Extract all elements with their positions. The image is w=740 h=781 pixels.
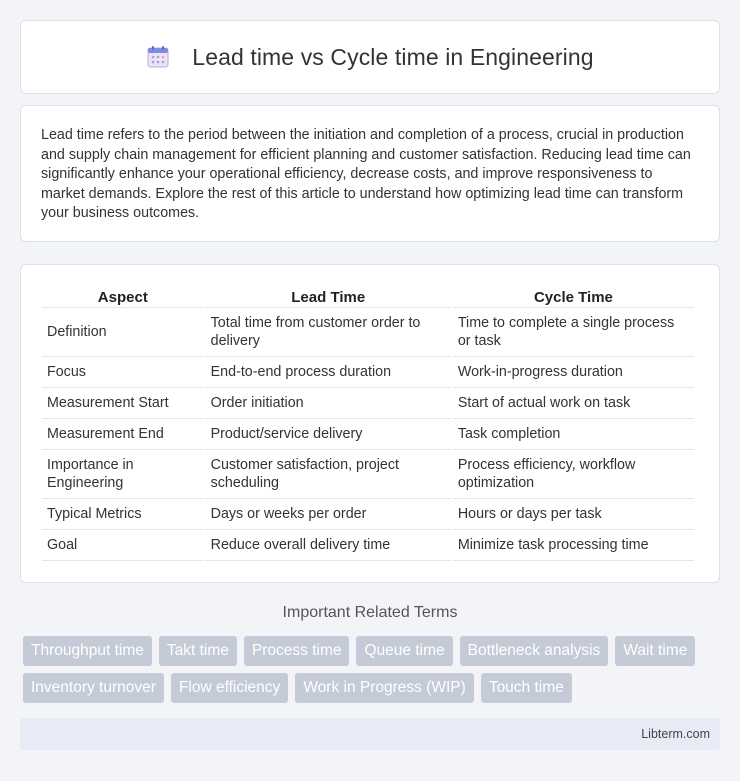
term-tag[interactable]: Queue time — [356, 636, 452, 666]
intro-paragraph: Lead time refers to the period between the initiation and completion of a process, crucial in production and supply chain management for efficient planning and customer satisfaction. Reducing lead time can significantly enhance your operational efficiency, decrease costs, and improve responsiveness to market demands. Explore the rest of this article to understand how optimizing lead time can transform your business outcomes. — [41, 127, 691, 221]
table-cell-aspect: Goal — [42, 530, 204, 561]
term-tag[interactable]: Bottleneck analysis — [460, 636, 609, 666]
table-cell-cycle: Work-in-progress duration — [453, 357, 694, 388]
table-cell-aspect: Typical Metrics — [42, 499, 204, 530]
calendar-icon — [146, 45, 170, 69]
table-cell-aspect: Focus — [42, 357, 204, 388]
table-row — [42, 388, 694, 419]
related-terms-list — [23, 636, 723, 710]
table-cell-cycle: Minimize task processing time — [453, 530, 694, 561]
table-row — [42, 357, 694, 388]
header-aspect: Aspect — [42, 285, 204, 308]
term-tag[interactable]: Takt time — [159, 636, 237, 666]
term-tag[interactable]: Wait time — [615, 636, 695, 666]
table-cell-lead: End-to-end process duration — [206, 357, 451, 388]
comparison-table-card — [20, 264, 720, 583]
table-cell-lead: Total time from customer order to delivery — [206, 308, 451, 357]
table-cell-lead: Reduce overall delivery time — [206, 530, 451, 561]
table-cell-cycle: Task completion — [453, 419, 694, 450]
table-cell-aspect: Importance in Engineering — [42, 450, 204, 499]
term-tag[interactable]: Work in Progress (WIP) — [295, 673, 474, 703]
term-tag[interactable]: Throughput time — [23, 636, 152, 666]
table-cell-aspect: Measurement Start — [42, 388, 204, 419]
table-row — [42, 530, 694, 561]
table-row — [42, 499, 694, 530]
table-row — [42, 450, 694, 499]
table-row — [42, 308, 694, 357]
footer — [20, 718, 720, 750]
table-row — [42, 419, 694, 450]
term-tag[interactable]: Flow efficiency — [171, 673, 288, 703]
table-cell-cycle: Hours or days per task — [453, 499, 694, 530]
comparison-table — [40, 285, 696, 561]
table-header-row — [42, 285, 694, 308]
header-cycle-time: Cycle Time — [453, 285, 694, 308]
header-lead-time: Lead Time — [206, 285, 451, 308]
table-cell-lead: Product/service delivery — [206, 419, 451, 450]
header — [146, 44, 593, 71]
related-terms-title: Important Related Terms — [282, 604, 458, 621]
term-tag[interactable]: Touch time — [481, 673, 572, 703]
intro-card — [20, 105, 720, 242]
table-cell-lead: Customer satisfaction, project scheduling — [206, 450, 451, 499]
table-cell-aspect: Definition — [42, 308, 204, 357]
table-cell-cycle: Time to complete a single process or task — [453, 308, 694, 357]
table-cell-aspect: Measurement End — [42, 419, 204, 450]
term-tag[interactable]: Inventory turnover — [23, 673, 164, 703]
table-cell-cycle: Process efficiency, workflow optimization — [453, 450, 694, 499]
term-tag[interactable]: Process time — [244, 636, 350, 666]
table-cell-cycle: Start of actual work on task — [453, 388, 694, 419]
footer-site-link[interactable]: Libterm.com — [641, 727, 710, 741]
table-cell-lead: Days or weeks per order — [206, 499, 451, 530]
table-cell-lead: Order initiation — [206, 388, 451, 419]
header-card — [20, 20, 720, 94]
page-title: Lead time vs Cycle time in Engineering — [192, 43, 594, 70]
